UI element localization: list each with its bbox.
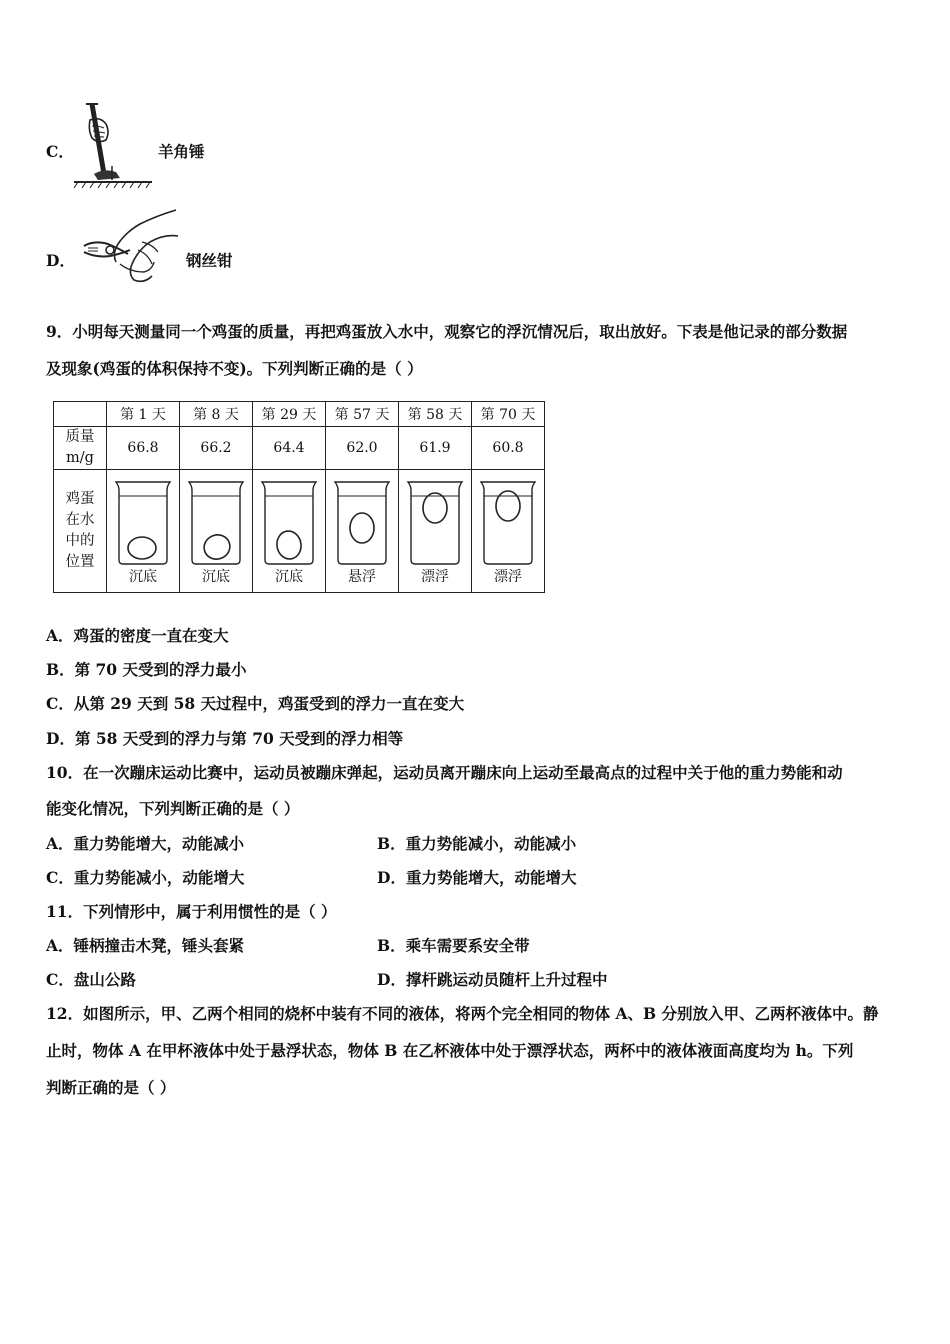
mass-cell: 60.8: [472, 427, 545, 470]
position-cell: [107, 470, 180, 593]
mass-cell: 66.2: [180, 427, 253, 470]
position-cell: [399, 470, 472, 593]
pliers-figure-icon: [80, 206, 180, 288]
position-row-header: [54, 470, 107, 593]
beaker-sink-icon: [185, 478, 247, 566]
state-label: 沉底: [129, 569, 157, 585]
day-header: 第 70 天: [472, 402, 545, 427]
q9-option-a: A．鸡蛋的密度一直在变大: [46, 626, 229, 645]
q9-option-d: D．第 58 天受到的浮力与第 70 天受到的浮力相等: [46, 729, 404, 748]
position-label: 在水: [65, 512, 95, 528]
day-header: 第 57 天: [326, 402, 399, 427]
position-cell: [472, 470, 545, 593]
mass-label: 质量: [65, 429, 95, 445]
position-label: 鸡蛋: [65, 491, 95, 507]
q11-option-d: D．撑杆跳运动员随杆上升过程中: [377, 970, 608, 989]
mass-row-header: [54, 427, 107, 470]
state-label: 漂浮: [494, 569, 522, 585]
beaker-sink-icon: [258, 478, 320, 566]
table-corner: [54, 402, 107, 427]
q10-option-c: C．重力势能减小，动能增大: [46, 868, 245, 887]
q9-option-b: B．第 70 天受到的浮力最小: [46, 660, 247, 679]
q12-stem-line1: 12．如图所示，甲、乙两个相同的烧杯中装有不同的液体，将两个完全相同的物体 A、B 分别放入甲、乙两杯液体中。静: [46, 1004, 879, 1023]
q11-stem: 11．下列情形中，属于利用惯性的是（ ）: [46, 902, 337, 921]
state-label: 沉底: [202, 569, 230, 585]
q10-stem-line1: 10．在一次蹦床运动比赛中，运动员被蹦床弹起，运动员离开蹦床向上运动至最高点的过程中关于他的重力势能和动: [46, 763, 843, 782]
q10-option-a: A．重力势能增大，动能减小: [46, 834, 245, 853]
q11-option-b: B．乘车需要系安全带: [377, 936, 530, 955]
mass-cell: 62.0: [326, 427, 399, 470]
state-label: 沉底: [275, 569, 303, 585]
q12-stem-line3: 判断正确的是（ ）: [46, 1078, 176, 1097]
q12-stem-line2: 止时，物体 A 在甲杯液体中处于悬浮状态，物体 B 在乙杯液体中处于漂浮状态，两杯中的液体液面高度均为 h。下列: [46, 1041, 854, 1060]
option-c-letter: C．: [46, 142, 74, 161]
option-c-text: 羊角锤: [158, 142, 205, 161]
beaker-float-icon: [404, 478, 466, 566]
day-header: 第 29 天: [253, 402, 326, 427]
day-header: 第 8 天: [180, 402, 253, 427]
position-label: 位置: [65, 554, 95, 570]
day-header: 第 58 天: [399, 402, 472, 427]
beaker-suspend-icon: [331, 478, 393, 566]
q9-stem-line2: 及现象(鸡蛋的体积保持不变)。下列判断正确的是（ ）: [46, 359, 423, 378]
q9-option-c: C．从第 29 天到 58 天过程中，鸡蛋受到的浮力一直在变大: [46, 694, 465, 713]
beaker-sink-icon: [112, 478, 174, 566]
q10-option-b: B．重力势能减小，动能减小: [377, 834, 577, 853]
position-cell: [253, 470, 326, 593]
mass-unit: m/g: [66, 450, 94, 466]
mass-cell: 61.9: [399, 427, 472, 470]
position-cell: [180, 470, 253, 593]
egg-data-table: [53, 401, 545, 593]
state-label: 漂浮: [421, 569, 449, 585]
mass-cell: 66.8: [107, 427, 180, 470]
q11-option-c: C．盘山公路: [46, 970, 136, 989]
q10-stem-line2: 能变化情况，下列判断正确的是（ ）: [46, 799, 300, 818]
position-label: 中的: [65, 533, 95, 549]
q11-option-a: A．锤柄撞击木凳，锤头套紧: [46, 936, 245, 955]
q9-stem-line1: 9．小明每天测量同一个鸡蛋的质量，再把鸡蛋放入水中，观察它的浮沉情况后，取出放好。下表是他记录的部分数据: [46, 322, 848, 341]
option-d-letter: D．: [46, 251, 75, 270]
state-label: 悬浮: [348, 569, 376, 585]
mass-cell: 64.4: [253, 427, 326, 470]
q10-option-d: D．重力势能增大，动能增大: [377, 868, 577, 887]
option-d-text: 钢丝钳: [186, 251, 233, 270]
position-cell: [326, 470, 399, 593]
claw-hammer-figure-icon: [72, 100, 154, 192]
day-header: 第 1 天: [107, 402, 180, 427]
beaker-float-icon: [477, 478, 539, 566]
